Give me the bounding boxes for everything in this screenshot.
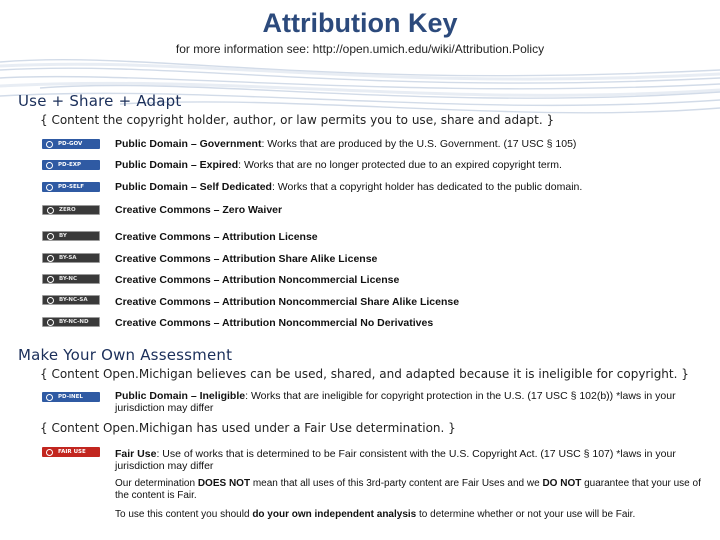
public-domain-icon	[42, 160, 56, 170]
section-note-fair-use: { Content Open.Michigan has used under a Fair Use determination. }	[40, 421, 456, 435]
list-item-cc-by-nc-sa: Creative Commons – Attribution Noncommercial Share Alike License	[115, 296, 460, 308]
page-title: Attribution Key	[262, 8, 458, 38]
creative-commons-icon	[43, 274, 57, 284]
list-item-pd-self: Public Domain – Self Dedicated: Works that a copyright holder has dedicated to the public domain.	[115, 181, 583, 193]
creative-commons-icon	[43, 253, 57, 263]
fair-use-disclaimer: Our determination DOES NOT mean that all uses of this 3rd-party content are Fair Uses and we DO NOT guarantee that your use of the content is Fair.	[115, 478, 701, 501]
fair-use-analysis-note: To use this content you should do your own independent analysis to determine whether or not your use will be Fair.	[115, 509, 636, 520]
badge-cc-by: BY	[42, 231, 100, 241]
list-item-pd-ineligible: Public Domain – Ineligible: Works that are ineligible for copyright protection in the U.S. (17 USC § 102(b)) *laws in your jurisdiction may differ	[115, 390, 676, 414]
creative-commons-icon	[43, 231, 57, 241]
list-item-cc-by: Creative Commons – Attribution License	[115, 231, 318, 243]
page-subtitle: for more information see: http://open.umich.edu/wiki/Attribution.Policy	[175, 42, 545, 56]
badge-pd-exp: PD-EXP	[42, 160, 100, 170]
fair-use-icon	[42, 447, 56, 457]
section-note-permitted: { Content the copyright holder, author, or law permits you to use, share and adapt. }	[40, 113, 555, 127]
section-note-ineligible: { Content Open.Michigan believes can be used, shared, and adapted because it is ineligible for copyright. }	[40, 367, 689, 381]
badge-cc-by-nc: BY-NC	[42, 274, 100, 284]
section-heading-use-share-adapt: Use + Share + Adapt	[18, 92, 182, 110]
list-item-cc-by-nc: Creative Commons – Attribution Noncommercial License	[115, 274, 400, 286]
badge-pd-self: PD-SELF	[42, 182, 100, 192]
list-item-cc-by-nc-nd: Creative Commons – Attribution Noncommercial No Derivatives	[115, 317, 434, 329]
badge-cc-by-nc-sa: BY-NC-SA	[42, 295, 100, 305]
list-item-cc-by-sa: Creative Commons – Attribution Share Alike License	[115, 253, 378, 265]
list-item-pd-exp: Public Domain – Expired: Works that are no longer protected due to an expired copyright term.	[115, 159, 562, 171]
badge-cc-by-sa: BY-SA	[42, 253, 100, 263]
badge-cc-by-nc-nd: BY-NC-ND	[42, 317, 100, 327]
badge-pd-inel: PD-INEL	[42, 392, 100, 402]
list-item-pd-gov: Public Domain – Government: Works that are produced by the U.S. Government. (17 USC § 105)	[115, 138, 577, 150]
public-domain-icon	[42, 392, 56, 402]
section-heading-make-assessment: Make Your Own Assessment	[18, 346, 233, 364]
badge-fair-use: FAIR USE	[42, 447, 100, 457]
list-item-fair-use: Fair Use: Use of works that is determined to be Fair consistent with the U.S. Copyright Act. (17 USC § 107) *laws in your jurisdiction may differ	[115, 448, 676, 472]
badge-pd-gov: PD-GOV	[42, 139, 100, 149]
creative-commons-icon	[43, 317, 57, 327]
public-domain-icon	[42, 182, 56, 192]
badge-cc-zero: ZERO	[42, 205, 100, 215]
public-domain-icon	[42, 139, 56, 149]
list-item-cc-zero: Creative Commons – Zero Waiver	[115, 204, 283, 216]
creative-commons-icon	[43, 205, 57, 215]
creative-commons-icon	[43, 295, 57, 305]
